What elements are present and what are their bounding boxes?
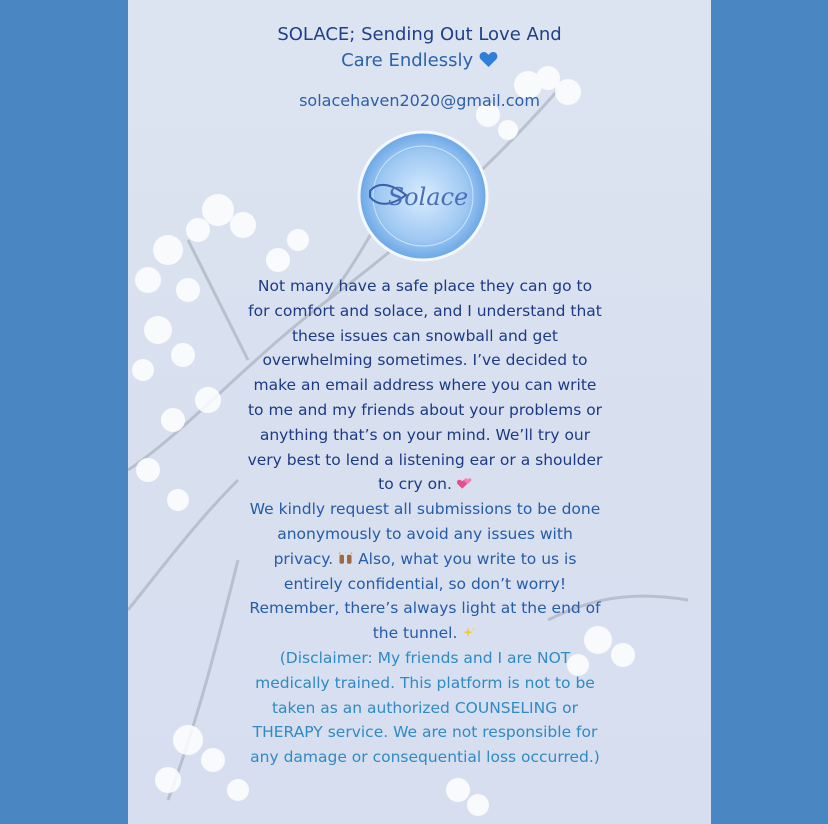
logo-text: Solace — [387, 183, 469, 211]
title-line-1: SOLACE; Sending Out Love And — [277, 24, 562, 45]
contact-email: solacehaven2020@gmail.com — [299, 91, 540, 110]
title-line-2-text: Care Endlessly — [341, 50, 474, 71]
message-body — [246, 274, 604, 770]
paragraph-anonymity-text: We kindly request all submissions to be done anonymously to avoid any issues with privacy. — [249, 500, 601, 568]
paragraph-confidential-text: Also, what you write to us is entirely confidential, so don’t worry! Remember, there’s always light at the end of the tunnel. — [249, 549, 601, 643]
solace-logo — [356, 129, 490, 263]
paragraph-anonymity — [246, 497, 604, 646]
paragraph-intro — [246, 274, 604, 497]
story-panel — [128, 0, 711, 824]
sparkles-icon — [462, 626, 477, 639]
paragraph-intro-text: Not many have a safe place they can go to for comfort and solace, and I understand that these issues can snowball and get overwhelming sometimes. I’ve decided to make an email address where you can write to me and my friends about your problems or anything that’s on your mind. We’ll try our very best to lend a listening ear or a shoulder to cry on. — [247, 277, 603, 494]
title-line-2 — [128, 48, 711, 74]
two-hearts-icon — [457, 477, 472, 490]
paragraph-disclaimer: (Disclaimer: My friends and I are NOT medically trained. This platform is not to be taken as an authorized COUNSELING or THERAPY service. We are not responsible for any damage or consequential loss occurred.) — [250, 648, 600, 767]
raised-hands-icon — [338, 552, 353, 565]
blue-heart-icon — [479, 51, 498, 68]
story-title — [128, 22, 711, 74]
